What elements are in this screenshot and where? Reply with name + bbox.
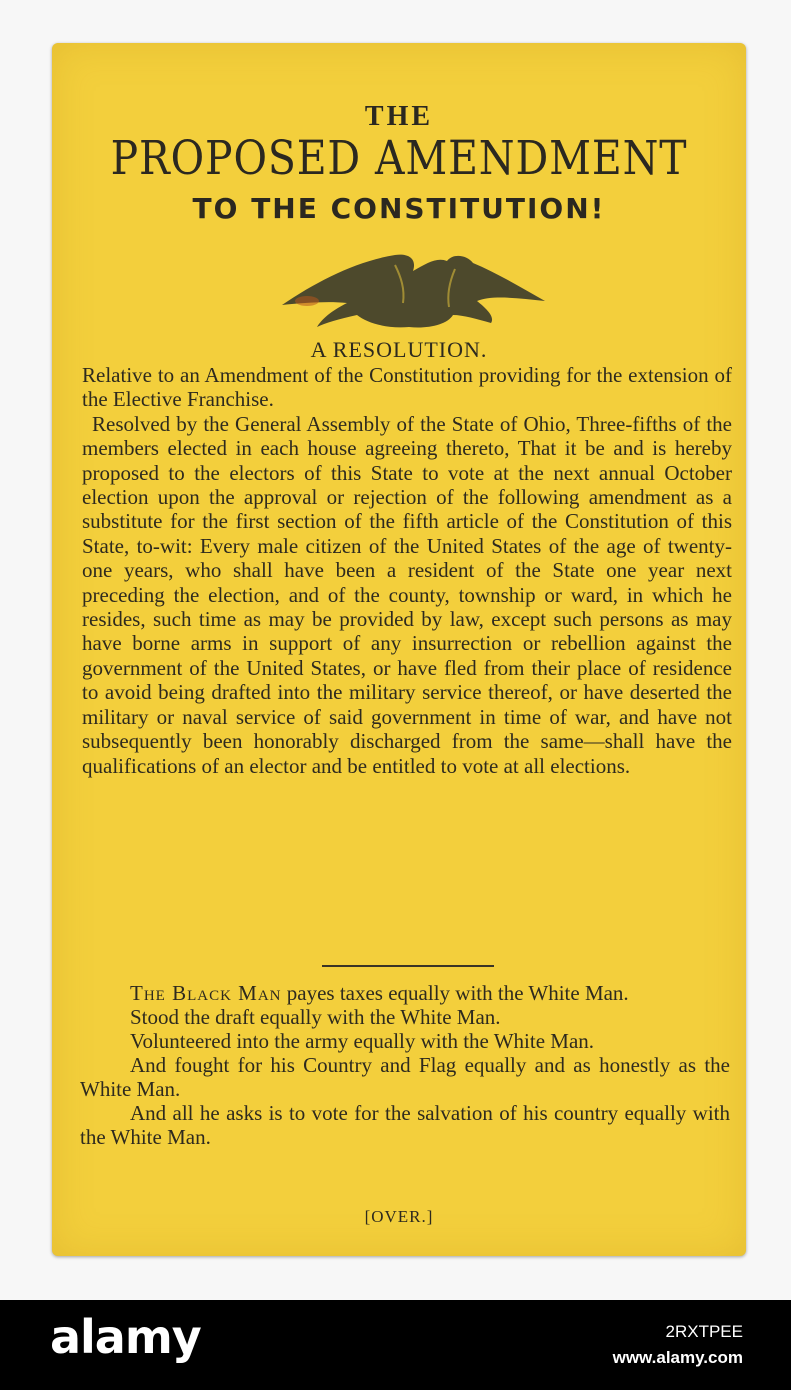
divider-rule <box>322 965 494 967</box>
over-note: [OVER.] <box>364 1207 434 1226</box>
image-id: 2RXTPEE <box>665 1322 743 1341</box>
statement-item: The Black Man payes taxes equally with the White Man. <box>130 981 629 1005</box>
resolution-heading: A RESOLUTION. <box>310 337 488 362</box>
watermark-footer <box>0 1300 791 1390</box>
statements-list <box>80 981 730 1149</box>
eagle-icon <box>277 243 547 333</box>
resolution-text: Resolved by the General Assembly of the State of Ohio, Three-fifths of the members elected in each house agreeing thereto, That it be and is hereby proposed to the electors of this State to vote at the next annual October election upon the approval or rejection of the following amendment as a substitute for the first section of the fifth article of the Constitution of this State, to-wit: Every male citizen of the United States of the age of twenty-one years, who shall have been a resident of the State one year next preceding the election, and of the county, township or ward, in which he resides, such time as may be provided by law, except such persons as may have borne arms in support of any insurrection or rebellion against the government of the United States, or have fled from their place of residence to avoid being drafted into the military service thereof, or have deserted the military or naval service of said government in time of war, and have not subsequently been honorably discharged from the same—shall have the qualifications of an elector and be entitled to vote at all elections. <box>82 411 732 778</box>
handbill-card <box>52 43 746 1256</box>
brand-logo: alamy <box>50 1310 201 1364</box>
statement-item: And fought for his Country and Flag equally and as honestly as the White Man. <box>80 1053 730 1101</box>
site-url: www.alamy.com <box>612 1348 743 1367</box>
resolution-body <box>82 363 732 778</box>
title-main: PROPOSED AMENDMENT <box>110 131 688 186</box>
title-subtitle: TO THE CONSTITUTION! <box>192 192 606 225</box>
statement-item: And all he asks is to vote for the salvation of his country equally with the White Man. <box>80 1101 730 1149</box>
statement-item: Volunteered into the army equally with the White Man. <box>130 1029 595 1053</box>
title-the: THE <box>364 101 434 132</box>
resolution-preamble: Relative to an Amendment of the Constitution providing for the extension of the Elective Franchise. <box>82 363 732 412</box>
statement-item: Stood the draft equally with the White Man. <box>130 1005 501 1029</box>
